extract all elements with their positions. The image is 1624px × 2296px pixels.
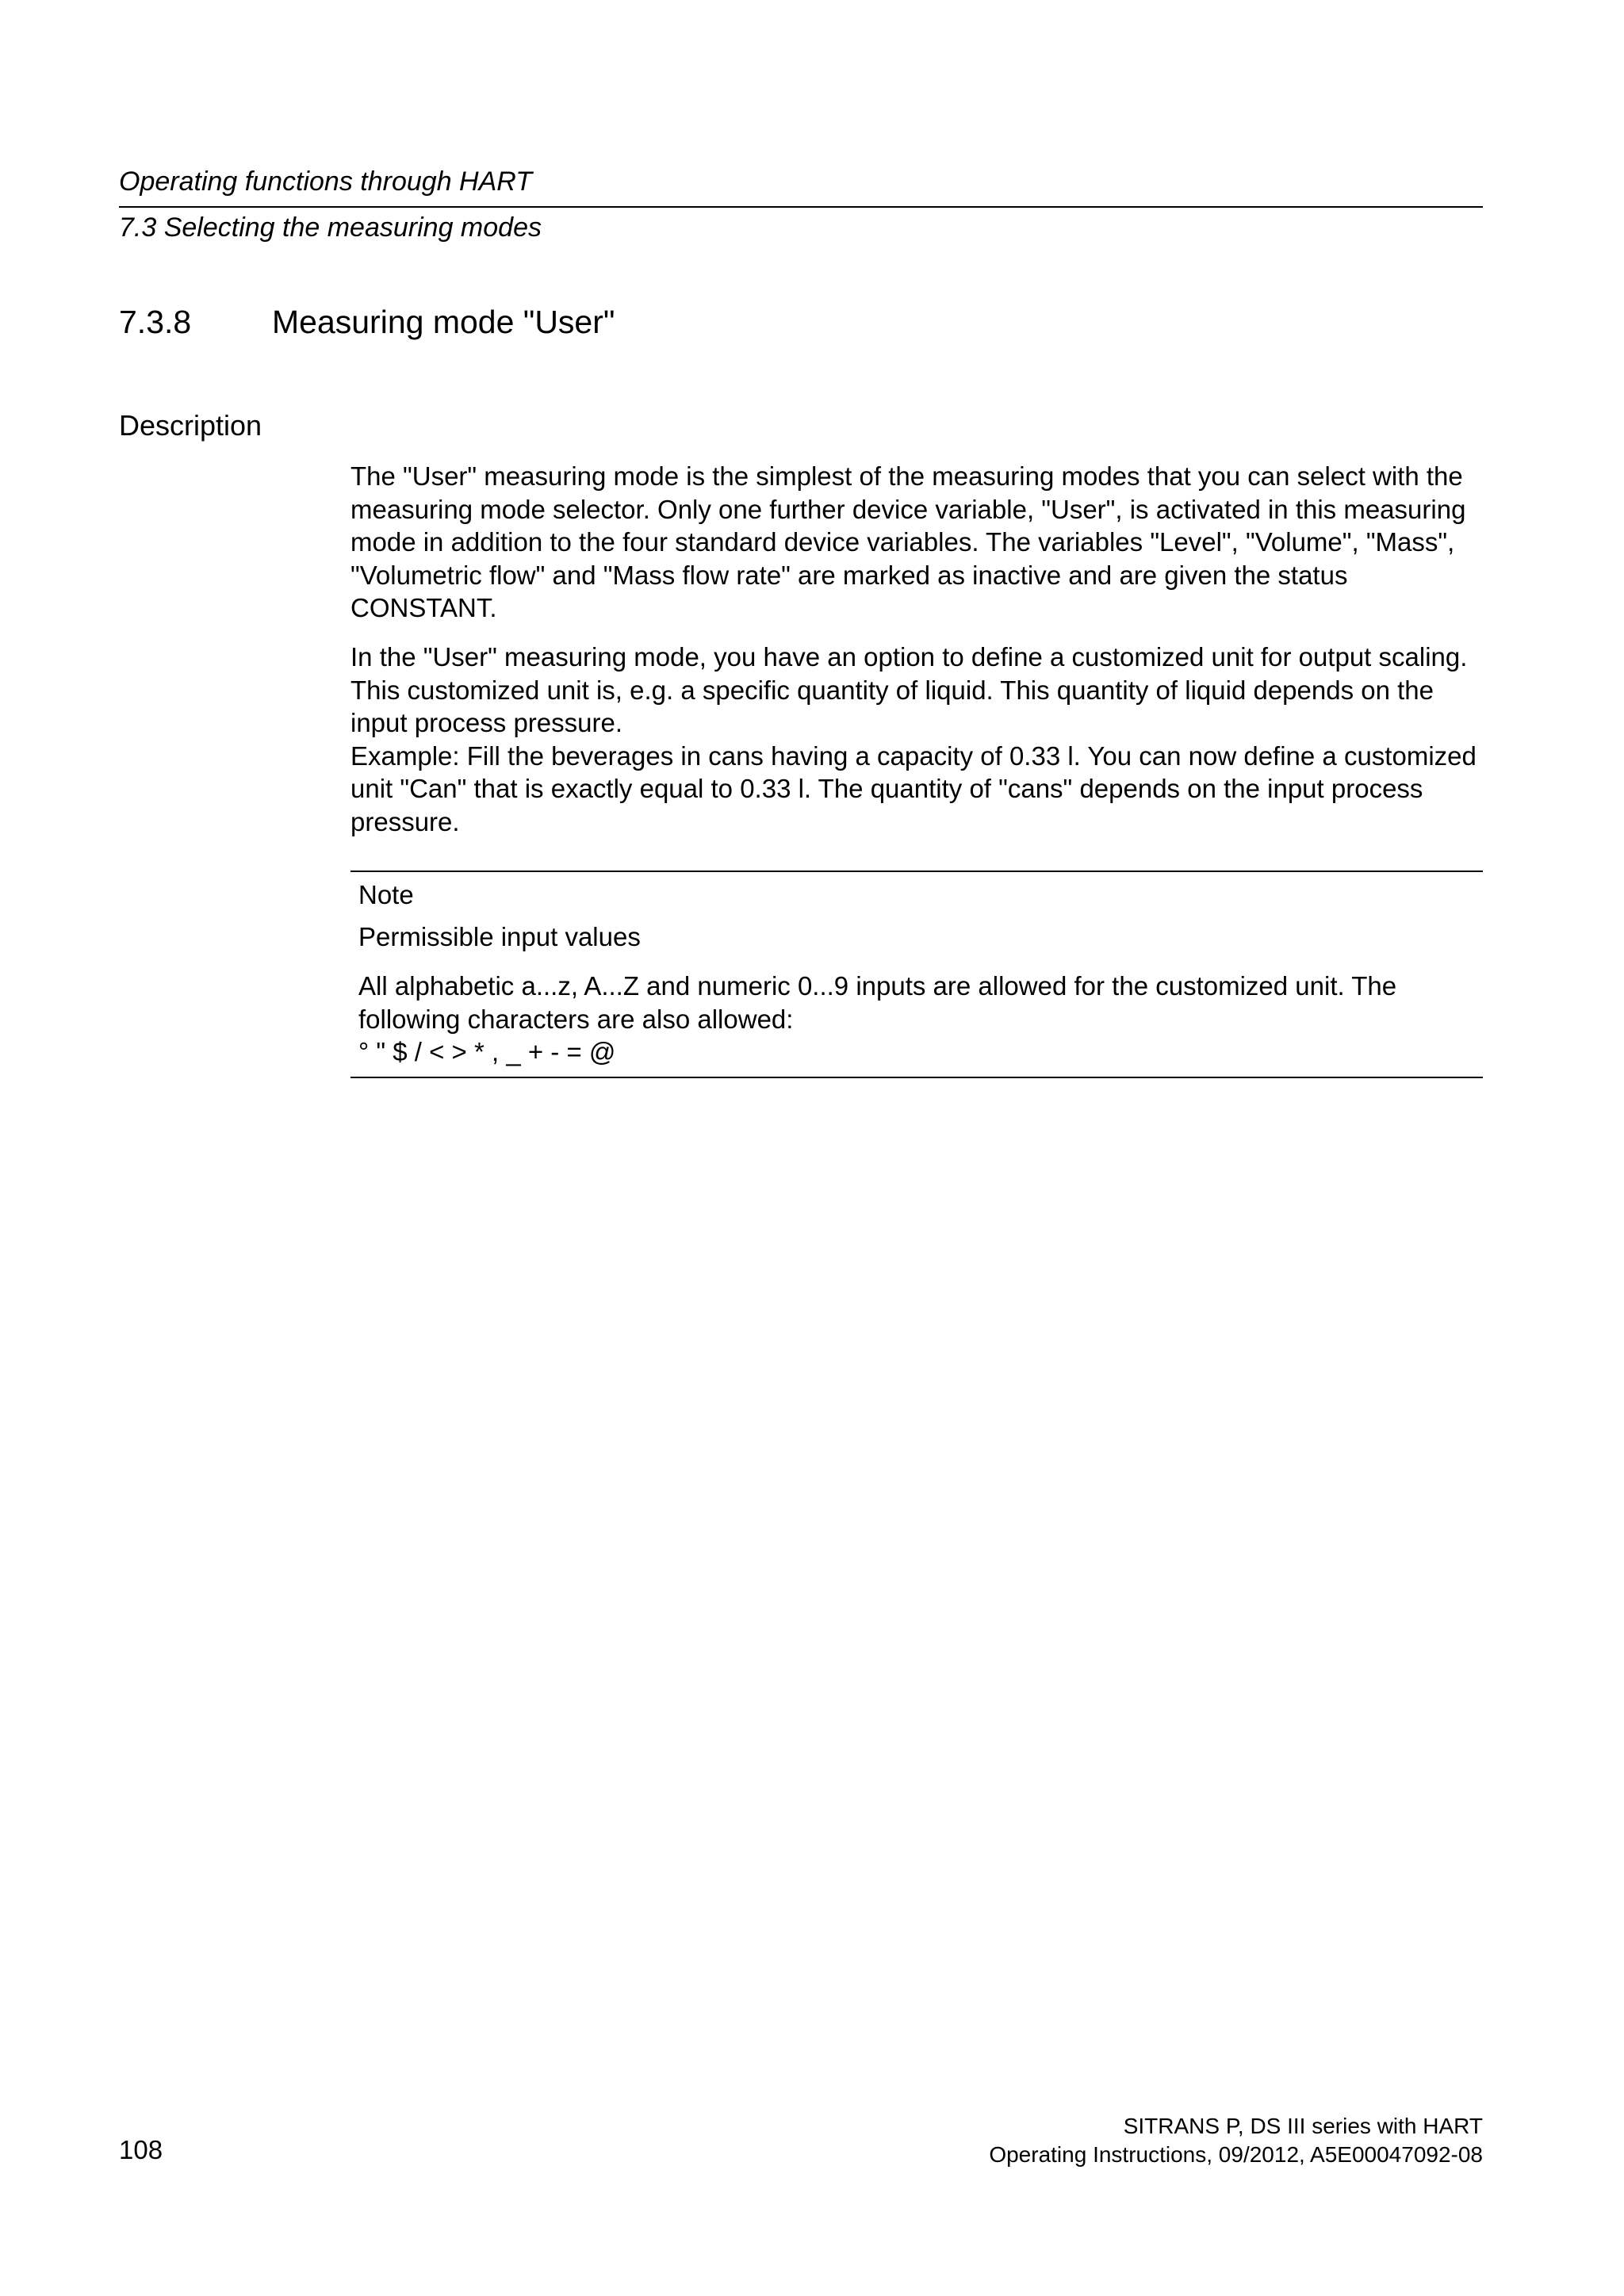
footer-product: SITRANS P, DS III series with HART [1123,2114,1483,2138]
running-header-chapter: Operating functions through HART [119,166,532,197]
note-top-rule [350,871,1483,872]
section-number: 7.3.8 [119,304,192,340]
body-paragraph-2 [350,641,1492,838]
footer-document: Operating Instructions, 09/2012, A5E00047092-08 [989,2142,1483,2167]
example-text: Example: Fill the beverages in cans having a capacity of 0.33 l. You can now define a customized unit "Can" that is exactly equal to 0.33 l. The quantity of "cans" depends on the input process pressure. [350,740,1477,836]
note-text: All alphabetic a...z, A...Z and numeric 0...9 inputs are allowed for the customized unit. The following characters are also allowed: [358,971,1397,1034]
footer-document-info [989,2112,1483,2169]
note-heading: Note [358,880,414,909]
note-subheading: Permissible input values [358,922,641,951]
running-header-section: 7.3 Selecting the measuring modes [119,212,542,243]
note-body [358,970,1484,1069]
paragraph-text: In the "User" measuring mode, you have an option to define a customized unit for output scaling. This customized unit is, e.g. a specific quantity of liquid. This quantity of liquid depends on the input process pressure. [350,642,1468,737]
section-title: Measuring mode "User" [272,304,615,340]
header-divider [119,206,1483,208]
body-paragraph-1 [350,460,1492,625]
paragraph-text: The "User" measuring mode is the simplest of the measuring modes that you can select with the measuring mode selector. Only one further device variable, "User", is activated in this measuring mode in addition to the four standard device variables. The variables "Level", "Volume", "Mass", "Volumetric flow" and "Mass flow rate" are marked as inactive and are given the status CONSTANT. [350,461,1466,622]
allowed-characters: ° " $ / < > * , _ + - = @ [358,1037,616,1066]
note-bottom-rule [350,1077,1483,1078]
page-number: 108 [119,2135,163,2164]
description-heading: Description [119,409,262,442]
